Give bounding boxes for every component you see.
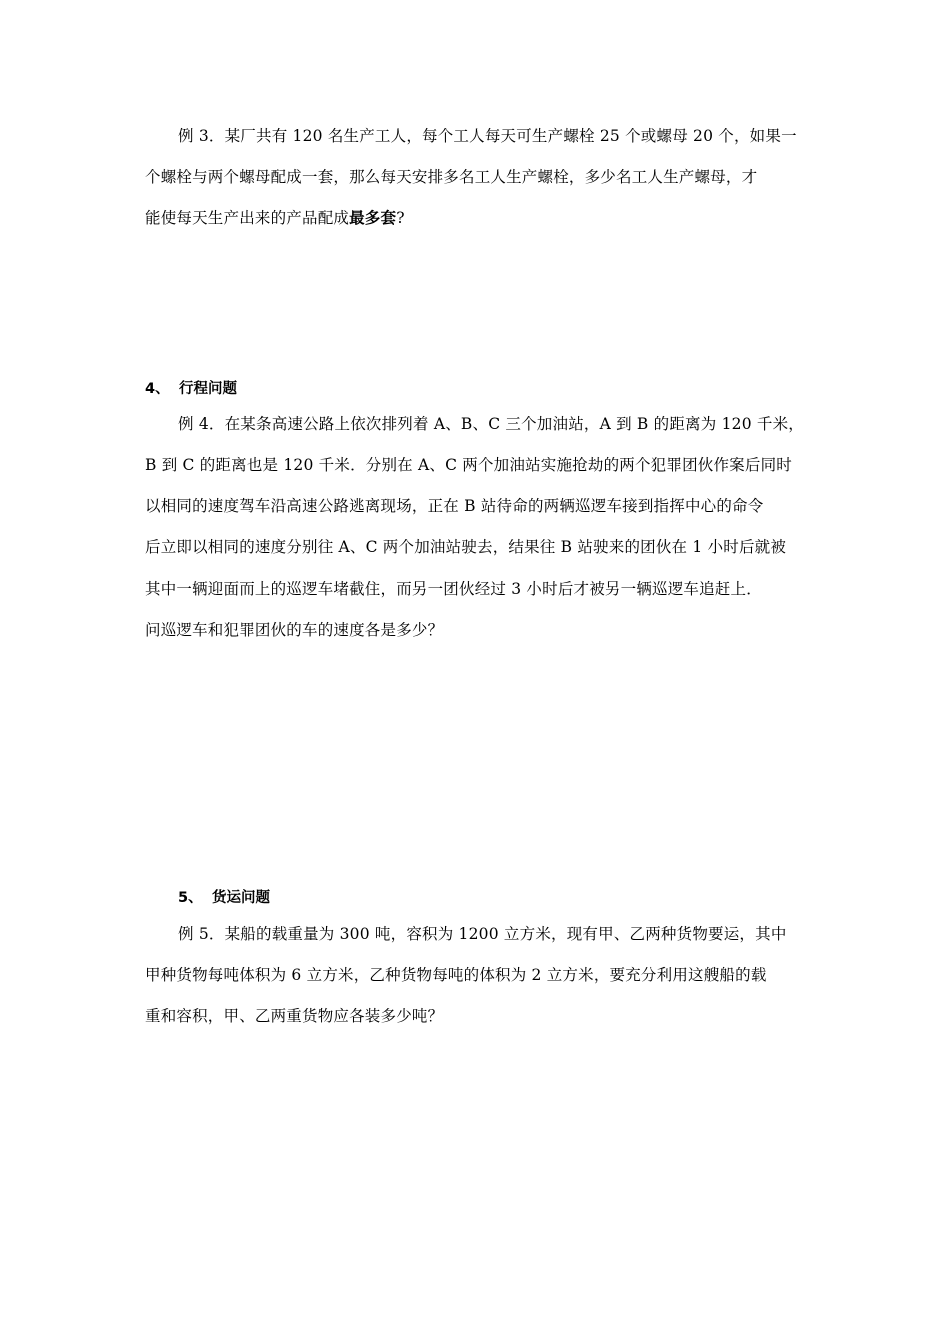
example5-line2: 甲种货物每吨体积为 6 立方米，乙种货物每吨的体积为 2 立方米，要充分利用这艘船的载 — [145, 966, 767, 984]
example3-emphasis: 最多套 — [349, 208, 397, 227]
section4-title: 行程问题 — [179, 381, 237, 397]
example3-line3-text: 能使每天生产出来的产品配成 — [145, 209, 350, 227]
section5-title: 货运问题 — [212, 890, 270, 906]
example4-line6: 问巡逻车和犯罪团伙的车的速度各是多少？ — [145, 621, 444, 639]
example4-line4: 后立即以相同的速度分别往 A、C 两个加油站驶去，结果往 B 站驶来的团伙在 1 小时后就被 — [145, 538, 787, 556]
example5-line1: 例 5．某船的载重量为 300 吨，容积为 1200 立方米，现有甲、乙两种货物要运，其中 — [178, 925, 787, 943]
example4-line2: B 到 C 的距离也是 120 千米．分别在 A、C 两个加油站实施抢劫的两个犯罪团伙作案后同时 — [145, 456, 792, 474]
example3-line3 — [145, 208, 405, 228]
example5-line3: 重和容积，甲、乙两重货物应各装多少吨？ — [145, 1007, 444, 1025]
section4-heading — [145, 379, 237, 399]
example3-line2: 个螺栓与两个螺母配成一套，那么每天安排多名工人生产螺栓，多少名工人生产螺母，才 — [145, 168, 758, 186]
section5-heading — [178, 888, 270, 908]
section4-number: 4、 — [145, 381, 170, 397]
example3-line3-end: ? — [396, 209, 405, 227]
example4-line5: 其中一辆迎面而上的巡逻车堵截住，而另一团伙经过 3 小时后才被另一辆巡逻车追赶上． — [145, 580, 762, 598]
section5-number: 5、 — [178, 890, 203, 906]
example4-line3: 以相同的速度驾车沿高速公路逃离现场，正在 B 站待命的两辆巡逻车接到指挥中心的命令 — [145, 497, 764, 515]
example3-line1: 例 3．某厂共有 120 名生产工人，每个工人每天可生产螺栓 25 个或螺母 20 个，如果一 — [178, 127, 797, 145]
example4-line1: 例 4．在某条高速公路上依次排列着 A、B、C 三个加油站，A 到 B 的距离为 120 千米， — [178, 415, 804, 433]
